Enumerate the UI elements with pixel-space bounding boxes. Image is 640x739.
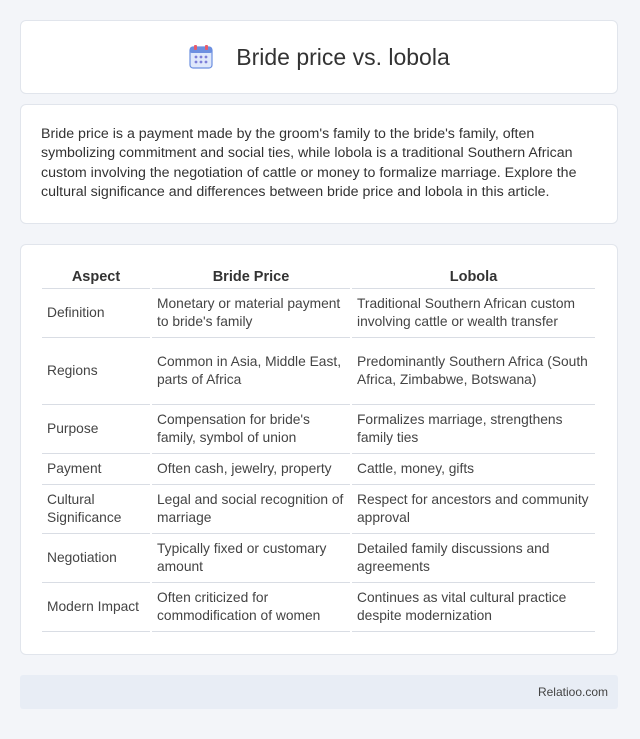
- table-cell-aspect: Modern Impact: [42, 583, 150, 632]
- table-cell-aspect: Definition: [42, 289, 150, 338]
- footer: [20, 675, 618, 709]
- comparison-table-card: [20, 244, 618, 655]
- table-cell-bride-price: Typically fixed or customary amount: [152, 534, 350, 583]
- column-header-lobola: Lobola: [352, 263, 595, 289]
- table-row: [42, 534, 595, 583]
- footer-site-name: Relatioo.com: [537, 685, 608, 699]
- intro-card: [20, 104, 618, 224]
- table-row: [42, 485, 595, 534]
- title-card: [20, 20, 618, 94]
- table-cell-aspect: Regions: [42, 338, 150, 405]
- table-cell-aspect: Negotiation: [42, 534, 150, 583]
- table-cell-bride-price: Monetary or material payment to bride's family: [152, 289, 350, 338]
- table-row: [42, 405, 595, 454]
- table-row: [42, 338, 595, 405]
- table-cell-bride-price: Common in Asia, Middle East, parts of Africa: [152, 338, 350, 405]
- table-cell-lobola: Formalizes marriage, strengthens family ties: [352, 405, 595, 454]
- column-header-bride-price: Bride Price: [152, 263, 350, 289]
- table-row: [42, 583, 595, 632]
- table-cell-aspect: Purpose: [42, 405, 150, 454]
- column-header-aspect: Aspect: [42, 263, 150, 289]
- table-header-row: [42, 263, 595, 289]
- table-cell-lobola: Predominantly Southern Africa (South Africa, Zimbabwe, Botswana): [352, 338, 595, 405]
- calendar-icon: [188, 44, 214, 70]
- table-cell-lobola: Continues as vital cultural practice despite modernization: [352, 583, 595, 632]
- table-row: [42, 454, 595, 485]
- table-cell-bride-price: Compensation for bride's family, symbol of union: [152, 405, 350, 454]
- intro-paragraph: Bride price is a payment made by the groom's family to the bride's family, often symbolizing commitment and social ties, while lobola is a traditional Southern African custom involving the negotiation of cattle or money to formalize marriage. Explore the cultural significance and differences between bride price and lobola in this article.: [41, 126, 577, 201]
- table-cell-lobola: Detailed family discussions and agreements: [352, 534, 595, 583]
- table-cell-lobola: Cattle, money, gifts: [352, 454, 595, 485]
- table-cell-lobola: Respect for ancestors and community approval: [352, 485, 595, 534]
- table-cell-bride-price: Often cash, jewelry, property: [152, 454, 350, 485]
- page-title: Bride price vs. lobola: [236, 43, 450, 70]
- table-cell-aspect: Payment: [42, 454, 150, 485]
- table-cell-lobola: Traditional Southern African custom involving cattle or wealth transfer: [352, 289, 595, 338]
- table-cell-bride-price: Legal and social recognition of marriage: [152, 485, 350, 534]
- table-cell-bride-price: Often criticized for commodification of women: [152, 583, 350, 632]
- table-cell-aspect: Cultural Significance: [42, 485, 150, 534]
- comparison-table: [40, 263, 597, 632]
- table-row: [42, 289, 595, 338]
